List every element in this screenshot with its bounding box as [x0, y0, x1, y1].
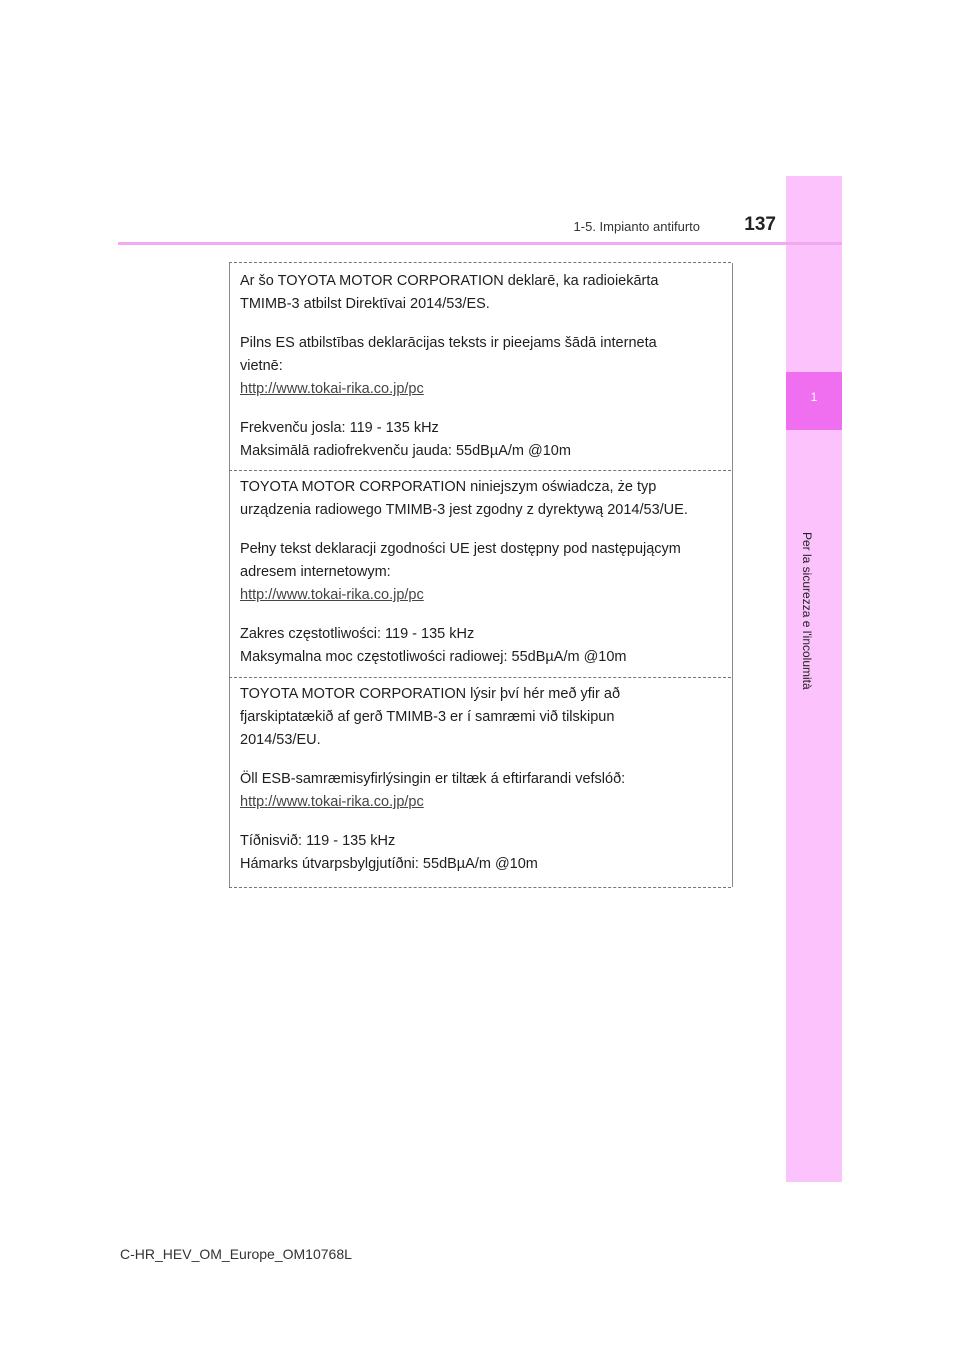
box-bottom-divider — [229, 887, 731, 888]
polish-line-2: urządzenia radiowego TMIMB-3 jest zgodny z dyrektywą 2014/53/UE. — [240, 502, 688, 518]
latvian-line-4: vietnē: — [240, 358, 283, 374]
latvian-line-3: Pilns ES atbilstības deklarācijas teksts ir pieejams šādā interneta — [240, 335, 657, 351]
latvian-url[interactable]: http://www.tokai-rika.co.jp/pc — [240, 381, 424, 397]
polish-line-3: Pełny tekst deklaracji zgodności UE jest dostępny pod następującym — [240, 541, 681, 557]
latvian-power: Maksimālā radiofrekvenču jauda: 55dBµA/m @10m — [240, 443, 571, 459]
divider-latvian-polish — [229, 470, 731, 471]
latvian-frequency: Frekvenču josla: 119 - 135 kHz — [240, 420, 439, 436]
header-rule — [118, 242, 842, 245]
latvian-line-1: Ar šo TOYOTA MOTOR CORPORATION deklarē, ka radioiekārta — [240, 273, 659, 289]
polish-frequency: Zakres częstotliwości: 119 - 135 kHz — [240, 626, 475, 642]
icelandic-frequency: Tíðnisvið: 119 - 135 kHz — [240, 833, 396, 849]
icelandic-line-4: Öll ESB-samræmisyfirlýsingin er tiltæk á eftirfarandi vefslóð: — [240, 771, 626, 787]
chapter-title: Per la sicurezza e l'incolumità — [800, 532, 814, 690]
section-title: 1-5. Impianto antifurto — [573, 219, 700, 234]
polish-power: Maksymalna moc częstotliwości radiowej: 55dBµA/m @10m — [240, 649, 627, 665]
polish-line-1: TOYOTA MOTOR CORPORATION niniejszym oświadcza, że typ — [240, 479, 657, 495]
declaration-icelandic — [240, 683, 710, 876]
icelandic-line-3: 2014/53/EU. — [240, 732, 321, 748]
declaration-polish — [240, 476, 710, 669]
box-top-divider — [229, 262, 731, 263]
page-number: 137 — [744, 214, 776, 235]
chapter-side-tab — [786, 176, 842, 1182]
polish-line-4: adresem internetowym: — [240, 564, 391, 580]
icelandic-power: Hámarks útvarpsbylgjutíðni: 55dBµA/m @10m — [240, 856, 538, 872]
icelandic-url[interactable]: http://www.tokai-rika.co.jp/pc — [240, 794, 424, 810]
icelandic-line-1: TOYOTA MOTOR CORPORATION lýsir því hér með yfir að — [240, 686, 621, 702]
chapter-number: 1 — [810, 390, 818, 404]
declaration-latvian — [240, 270, 710, 463]
icelandic-line-2: fjarskiptatækið af gerð TMIMB-3 er í samræmi við tilskipun — [240, 709, 615, 725]
polish-url[interactable]: http://www.tokai-rika.co.jp/pc — [240, 587, 424, 603]
document-code: C-HR_HEV_OM_Europe_OM10768L — [120, 1246, 352, 1262]
latvian-line-2: TMIMB-3 atbilst Direktīvai 2014/53/ES. — [240, 296, 490, 312]
divider-polish-icelandic — [229, 677, 731, 678]
chapter-number-box — [786, 372, 842, 430]
